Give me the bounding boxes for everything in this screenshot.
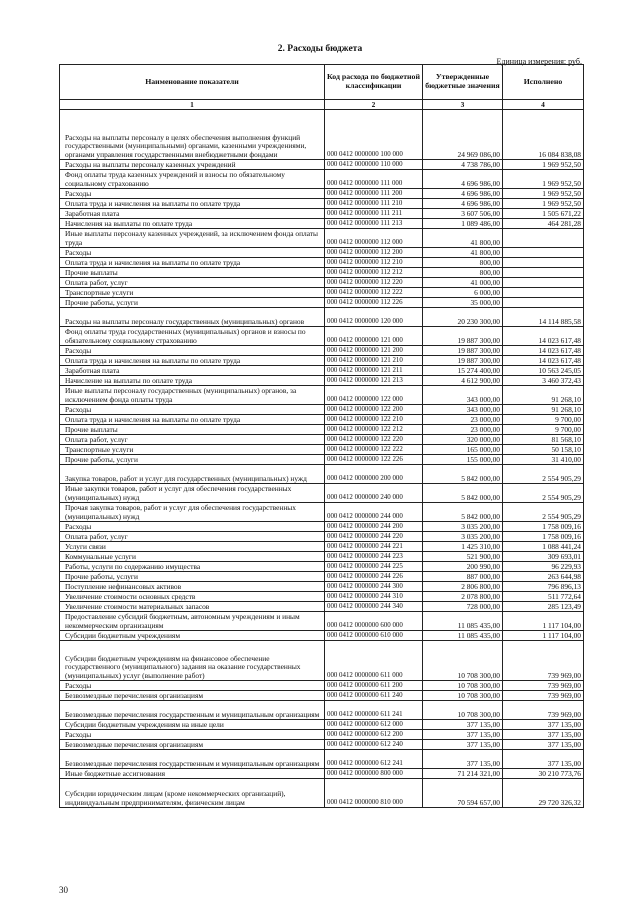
column-number: 2 [325,100,423,110]
row-name: Заработная плата [60,366,325,376]
row-executed: 16 084 838,08 [503,110,584,160]
row-approved: 1 425 310,00 [423,542,503,552]
row-code: 000 0412 0000000 244 225 [325,562,423,572]
row-code: 000 0412 0000000 244 223 [325,552,423,562]
row-name: Прочие работы, услуги [60,572,325,582]
row-executed: 2 554 905,29 [503,484,584,503]
row-approved: 3 607 506,00 [423,209,503,219]
row-executed: 3 460 372,43 [503,376,584,386]
row-name: Прочая закупка товаров, работ и услуг для обеспечения государственных (муниципальных) нужд [60,503,325,522]
row-code: 000 0412 0000000 244 340 [325,602,423,612]
row-executed: 1 969 952,50 [503,160,584,170]
table-row [60,631,584,641]
table-row [60,542,584,552]
row-name: Прочие выплаты [60,268,325,278]
row-executed: 1 758 009,16 [503,522,584,532]
row-code: 000 0412 0000000 600 000 [325,612,423,631]
row-name: Расходы на выплаты персоналу в целях обеспечения выполнения функций государственными (муниципальными) органами, казенными учреждениями, органами управления государственными внебюджетными фондами [60,110,325,160]
table-row [60,730,584,740]
table-row [60,160,584,170]
row-name: Увеличение стоимости основных средств [60,592,325,602]
row-name: Начисление на выплаты по оплате труда [60,376,325,386]
table-row [60,503,584,522]
row-name: Расходы [60,346,325,356]
row-name: Расходы [60,730,325,740]
row-executed [503,229,584,248]
row-name: Расходы на выплаты персоналу государственных (муниципальных) органов [60,308,325,327]
table-row [60,641,584,681]
row-approved: 19 887 300,00 [423,346,503,356]
row-name: Прочие выплаты [60,425,325,435]
row-executed [503,298,584,308]
row-executed: 91 268,10 [503,386,584,405]
row-code: 000 0412 0000000 112 220 [325,278,423,288]
row-name: Начисления на выплаты по оплате труда [60,219,325,229]
table-row [60,572,584,582]
row-approved: 3 035 200,00 [423,522,503,532]
row-approved: 20 230 300,00 [423,308,503,327]
row-approved: 10 708 300,00 [423,641,503,681]
table-row [60,425,584,435]
row-code: 000 0412 0000000 112 000 [325,229,423,248]
row-approved: 15 274 400,00 [423,366,503,376]
table-row [60,170,584,189]
header-approved: Утвержденные бюджетные значения [423,65,503,100]
table-row [60,189,584,199]
row-code: 000 0412 0000000 800 000 [325,769,423,779]
row-approved: 4 738 786,00 [423,160,503,170]
row-code: 000 0412 0000000 112 200 [325,248,423,258]
row-executed: 377 135,00 [503,730,584,740]
row-executed: 2 554 905,29 [503,503,584,522]
row-code: 000 0412 0000000 612 200 [325,730,423,740]
row-executed [503,288,584,298]
row-executed: 2 554 905,29 [503,465,584,484]
row-approved: 4 696 986,00 [423,170,503,189]
row-code: 000 0412 0000000 611 000 [325,641,423,681]
row-code: 000 0412 0000000 122 220 [325,435,423,445]
row-name: Оплата труда и начисления на выплаты по оплате труда [60,258,325,268]
row-code: 000 0412 0000000 810 000 [325,779,423,808]
row-approved: 41 800,00 [423,229,503,248]
table-row [60,308,584,327]
row-code: 000 0412 0000000 122 226 [325,455,423,465]
row-executed: 263 644,98 [503,572,584,582]
row-name: Расходы [60,248,325,258]
row-name: Расходы [60,405,325,415]
table-row [60,376,584,386]
row-executed: 1 969 952,50 [503,199,584,209]
section-title: 2. Расходы бюджета [277,44,363,54]
row-approved: 521 900,00 [423,552,503,562]
row-approved: 320 000,00 [423,435,503,445]
row-executed: 377 135,00 [503,750,584,769]
table-row [60,612,584,631]
row-approved: 5 842 000,00 [423,503,503,522]
table-row [60,681,584,691]
table-row [60,110,584,160]
row-approved: 2 806 800,00 [423,582,503,592]
table-row [60,248,584,258]
row-approved: 19 887 300,00 [423,356,503,366]
row-name: Иные выплаты персоналу государственных (муниципальных) органов, за исключением фонда оплаты труда [60,386,325,405]
row-code: 000 0412 0000000 610 000 [325,631,423,641]
table-row [60,258,584,268]
row-approved: 41 000,00 [423,278,503,288]
row-executed: 796 896,13 [503,582,584,592]
row-approved: 19 887 300,00 [423,327,503,346]
row-approved: 5 842 000,00 [423,465,503,484]
row-code: 000 0412 0000000 244 220 [325,532,423,542]
row-name: Заработная плата [60,209,325,219]
row-code: 000 0412 0000000 122 000 [325,386,423,405]
row-approved: 4 696 986,00 [423,199,503,209]
table-row [60,435,584,445]
row-code: 000 0412 0000000 244 200 [325,522,423,532]
row-executed: 9 700,00 [503,415,584,425]
row-executed [503,248,584,258]
row-approved: 5 842 000,00 [423,484,503,503]
table-row [60,750,584,769]
table-row [60,701,584,720]
row-name: Прочие работы, услуги [60,298,325,308]
row-name: Оплата труда и начисления на выплаты по оплате труда [60,199,325,209]
row-approved: 343 000,00 [423,386,503,405]
table-row [60,278,584,288]
row-approved: 4 696 986,00 [423,189,503,199]
table-row [60,386,584,405]
row-code: 000 0412 0000000 612 241 [325,750,423,769]
row-code: 000 0412 0000000 121 000 [325,327,423,346]
row-approved: 23 000,00 [423,415,503,425]
row-code: 000 0412 0000000 111 200 [325,189,423,199]
row-code: 000 0412 0000000 110 000 [325,160,423,170]
row-executed: 1 088 441,24 [503,542,584,552]
row-code: 000 0412 0000000 120 000 [325,308,423,327]
row-code: 000 0412 0000000 611 200 [325,681,423,691]
column-number: 1 [60,100,325,110]
table-row [60,592,584,602]
row-approved: 41 800,00 [423,248,503,258]
table-row [60,720,584,730]
row-approved: 887 000,00 [423,572,503,582]
row-approved: 11 085 435,00 [423,612,503,631]
row-code: 000 0412 0000000 112 210 [325,258,423,268]
row-approved: 24 969 086,00 [423,110,503,160]
table-row [60,268,584,278]
row-approved: 377 135,00 [423,740,503,750]
row-executed: 9 700,00 [503,425,584,435]
table-row [60,356,584,366]
row-executed [503,278,584,288]
row-executed: 739 969,00 [503,701,584,720]
row-executed: 30 210 773,76 [503,769,584,779]
row-approved: 35 000,00 [423,298,503,308]
row-name: Закупка товаров, работ и услуг для государственных (муниципальных) нужд [60,465,325,484]
row-approved: 1 089 486,00 [423,219,503,229]
row-name: Безвозмездные перечисления государственным и муниципальным организациям [60,701,325,720]
budget-expenses-table [59,64,584,808]
row-approved: 165 000,00 [423,445,503,455]
row-executed: 50 158,10 [503,445,584,455]
row-code: 000 0412 0000000 122 200 [325,405,423,415]
row-name: Расходы [60,189,325,199]
table-header-row [60,65,584,100]
row-executed: 29 720 326,32 [503,779,584,808]
row-code: 000 0412 0000000 112 226 [325,298,423,308]
table-row [60,288,584,298]
row-name: Оплата труда и начисления на выплаты по оплате труда [60,415,325,425]
row-executed: 1 758 009,16 [503,532,584,542]
row-name: Расходы [60,522,325,532]
table-row [60,691,584,701]
row-code: 000 0412 0000000 611 241 [325,701,423,720]
table-row [60,229,584,248]
row-name: Оплата труда и начисления на выплаты по оплате труда [60,356,325,366]
unit-label: Единица измерения: руб. [496,57,582,66]
row-approved: 377 135,00 [423,730,503,740]
header-executed: Исполнено [503,65,584,100]
row-name: Оплата работ, услуг [60,435,325,445]
table-row [60,769,584,779]
row-name: Субсидии бюджетным учреждениям [60,631,325,641]
row-approved: 10 708 300,00 [423,701,503,720]
row-code: 000 0412 0000000 612 000 [325,720,423,730]
row-name: Фонд оплаты труда казенных учреждений и взносы по обязательному социальному страхованию [60,170,325,189]
table-row [60,327,584,346]
row-approved: 10 708 300,00 [423,681,503,691]
row-executed: 14 114 885,58 [503,308,584,327]
row-code: 000 0412 0000000 200 000 [325,465,423,484]
table-row [60,740,584,750]
table-row [60,582,584,592]
table-row [60,209,584,219]
row-approved: 343 000,00 [423,405,503,415]
row-executed: 1 117 104,00 [503,631,584,641]
table-row [60,405,584,415]
row-approved: 377 135,00 [423,720,503,730]
row-approved: 3 035 200,00 [423,532,503,542]
row-executed: 1 505 671,22 [503,209,584,219]
row-name: Поступление нефинансовых активов [60,582,325,592]
row-executed: 91 268,10 [503,405,584,415]
column-number-row [60,100,584,110]
table-row [60,522,584,532]
row-approved: 2 078 800,00 [423,592,503,602]
row-name: Оплата работ, услуг [60,278,325,288]
row-code: 000 0412 0000000 111 210 [325,199,423,209]
row-code: 000 0412 0000000 244 310 [325,592,423,602]
page-number: 30 [59,885,68,895]
row-executed: 1 969 952,50 [503,170,584,189]
row-executed: 739 969,00 [503,641,584,681]
row-executed: 31 410,00 [503,455,584,465]
row-name: Расходы [60,681,325,691]
row-name: Субсидии бюджетным учреждениям на финансовое обеспечение государственного (муниципального) задания на оказание государственных (муниципальных) услуг (выполнение работ) [60,641,325,681]
row-code: 000 0412 0000000 111 213 [325,219,423,229]
row-approved: 71 214 321,00 [423,769,503,779]
row-name: Иные выплаты персоналу казенных учреждений, за исключением фонда оплаты труда [60,229,325,248]
table-row [60,562,584,572]
row-name: Транспортные услуги [60,445,325,455]
row-executed [503,258,584,268]
table-row [60,199,584,209]
row-executed: 81 568,10 [503,435,584,445]
table-row [60,455,584,465]
row-code: 000 0412 0000000 111 211 [325,209,423,219]
header-name: Наименование показатели [60,65,325,100]
row-executed: 377 135,00 [503,720,584,730]
row-code: 000 0412 0000000 121 200 [325,346,423,356]
row-code: 000 0412 0000000 612 240 [325,740,423,750]
row-name: Оплата работ, услуг [60,532,325,542]
row-code: 000 0412 0000000 112 212 [325,268,423,278]
row-code: 000 0412 0000000 244 300 [325,582,423,592]
row-name: Предоставление субсидий бюджетным, автономным учреждениям и иным некоммерческим организациям [60,612,325,631]
column-number: 3 [423,100,503,110]
table-row [60,484,584,503]
row-name: Безвозмездные перечисления организациям [60,740,325,750]
row-executed: 309 693,01 [503,552,584,562]
row-code: 000 0412 0000000 244 000 [325,503,423,522]
row-approved: 155 000,00 [423,455,503,465]
row-approved: 728 000,00 [423,602,503,612]
row-approved: 23 000,00 [423,425,503,435]
row-code: 000 0412 0000000 100 000 [325,110,423,160]
row-executed: 1 117 104,00 [503,612,584,631]
row-name: Иные бюджетные ассигнования [60,769,325,779]
row-name: Коммунальные услуги [60,552,325,562]
row-code: 000 0412 0000000 240 000 [325,484,423,503]
row-executed: 14 023 617,48 [503,346,584,356]
table-row [60,602,584,612]
row-executed: 739 969,00 [503,681,584,691]
row-code: 000 0412 0000000 121 211 [325,366,423,376]
row-name: Безвозмездные перечисления государственным и муниципальным организациям [60,750,325,769]
row-executed: 377 135,00 [503,740,584,750]
table-body [60,110,584,808]
row-name: Услуги связи [60,542,325,552]
row-code: 000 0412 0000000 122 210 [325,415,423,425]
row-approved: 6 000,00 [423,288,503,298]
row-executed: 14 023 617,48 [503,327,584,346]
row-approved: 4 612 900,00 [423,376,503,386]
header-code: Код расхода по бюджетной классификации [325,65,423,100]
table-row [60,219,584,229]
row-approved: 70 594 657,00 [423,779,503,808]
row-code: 000 0412 0000000 121 213 [325,376,423,386]
row-name: Субсидии юридическим лицам (кроме некоммерческих организаций), индивидуальным предпринимателям, физическим лицам [60,779,325,808]
table-row [60,366,584,376]
row-name: Работы, услуги по содержанию имущества [60,562,325,572]
row-code: 000 0412 0000000 121 210 [325,356,423,366]
row-code: 000 0412 0000000 111 000 [325,170,423,189]
table-row [60,532,584,542]
row-approved: 377 135,00 [423,750,503,769]
row-name: Иные закупки товаров, работ и услуг для обеспечения государственных (муниципальных) нужд [60,484,325,503]
row-name: Расходы на выплаты персоналу казенных учреждений [60,160,325,170]
column-number: 4 [503,100,584,110]
row-name: Прочие работы, услуги [60,455,325,465]
row-executed: 511 772,64 [503,592,584,602]
table-row [60,552,584,562]
table-row [60,415,584,425]
row-code: 000 0412 0000000 122 222 [325,445,423,455]
row-executed [503,268,584,278]
row-executed: 14 023 617,48 [503,356,584,366]
row-name: Фонд оплаты труда государственных (муниципальных) органов и взносы по обязательному социальному страхованию [60,327,325,346]
table-row [60,465,584,484]
row-name: Субсидии бюджетным учреждениям на иные цели [60,720,325,730]
row-code: 000 0412 0000000 122 212 [325,425,423,435]
table-row [60,346,584,356]
table-row [60,298,584,308]
row-approved: 10 708 300,00 [423,691,503,701]
row-executed: 10 563 245,05 [503,366,584,376]
row-executed: 464 281,28 [503,219,584,229]
row-executed: 285 123,49 [503,602,584,612]
row-approved: 11 085 435,00 [423,631,503,641]
row-name: Транспортные услуги [60,288,325,298]
row-approved: 200 990,00 [423,562,503,572]
table-row [60,445,584,455]
row-executed: 739 969,00 [503,691,584,701]
row-name: Безвозмездные перечисления организациям [60,691,325,701]
row-code: 000 0412 0000000 244 226 [325,572,423,582]
row-executed: 96 229,93 [503,562,584,572]
row-code: 000 0412 0000000 244 221 [325,542,423,552]
row-executed: 1 969 952,50 [503,189,584,199]
row-approved: 800,00 [423,258,503,268]
table-row [60,779,584,808]
row-name: Увеличение стоимости материальных запасов [60,602,325,612]
row-code: 000 0412 0000000 112 222 [325,288,423,298]
row-code: 000 0412 0000000 611 240 [325,691,423,701]
row-approved: 800,00 [423,268,503,278]
